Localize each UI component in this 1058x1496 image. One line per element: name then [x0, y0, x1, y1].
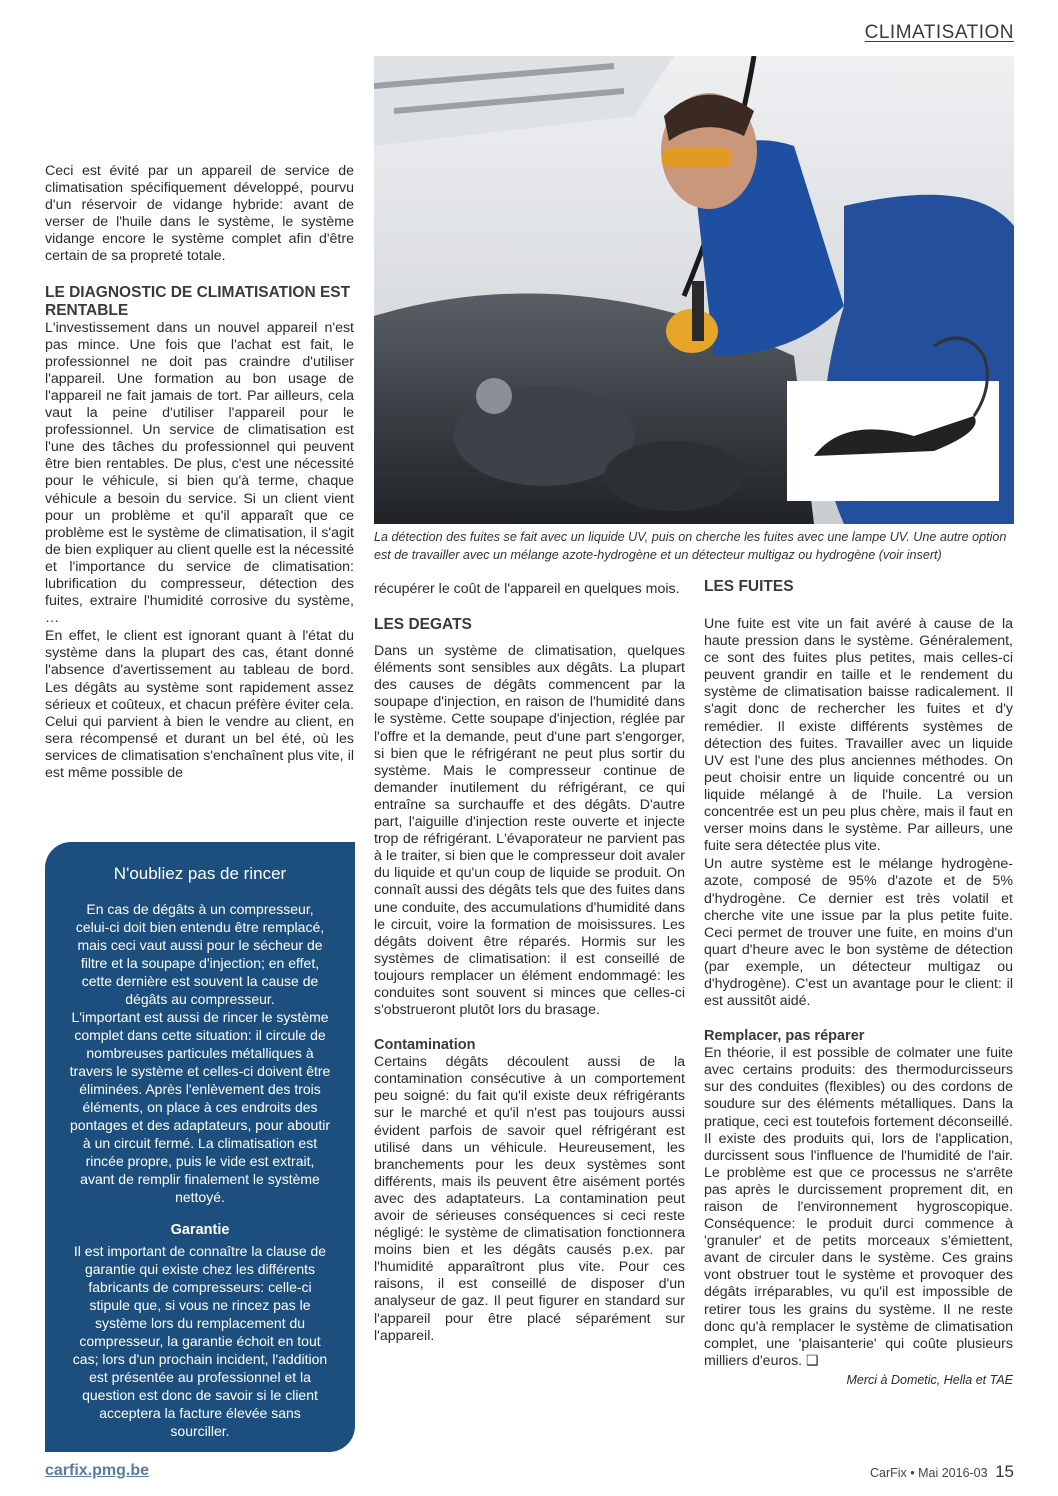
paragraph: L'investissement dans un nouvel appareil n'est pas mince. Une fois que l'achat est fait, le professionnel ne doit pas craindre d'utiliser l'appareil. Une formation au bon usage de l'appareil ne fait jamais de tort. Par ailleurs, cela vaut la peine d'utiliser l'appareil pour le professionnel. Un service de climatisation est l'une des tâches du professionnel qui peuvent être bien rentables. De plus, c'est une nécessité pour le véhicule, si bien qu'à terme, chaque véhicule a besoin du service. Si un client vient pour un problème et qu'il apparaît que ce problème est le système de climatisation, il s'agit de bien expliquer au client quelle est la nécessité et l'importance du service de climatisation: lubrification du compresseur, détection des fuites, extraire l'humidité corrosive du système, …: [45, 319, 354, 627]
box-paragraph: Il est important de connaître la clause de garantie qui existe chez les différents fabricants de compresseurs: celle-ci stipule que, si vous ne rincez pas le système lors du remplacement du compresseur, la garantie échoit en tout cas; lors d'un prochain incident, l'addition est présentée au professionnel et la question est donc de savoir si le client acceptera la facture élevée sans sourciller.: [72, 1243, 328, 1439]
page-footer: [870, 1462, 1014, 1482]
paragraph: récupérer le coût de l'appareil en quelques mois.: [374, 581, 680, 597]
paragraph: En effet, le client est ignorant quant à l'état du système dans la plupart des cas, étant donné l'absence d'avertissement au tableau de bord. Les dégâts au système sont rapidement assez sérieux et coûteux, et chacun préfère éviter cela. Celui qui parvient à bien le vendre au client, en sera récompensé et durant un bel été, où les services de climatisation s'enchaînent plus vite, il est même possible de: [45, 628, 354, 781]
subheading: Remplacer, pas réparer: [704, 1028, 865, 1045]
page-number: 15: [995, 1462, 1014, 1481]
section-heading: LES FUITES: [704, 578, 794, 595]
box-title: N'oubliez pas de rincer: [113, 864, 287, 883]
paragraph: Un autre système est le mélange hydrogène-azote, composé de 95% d'azote et de 5% d'hydrogène. Ce dernier est très volatil et cherche vite une issue par la plus petite fuite. Ceci permet de trouver une fuite, en moins d'un quart d'heure avec le bon système de détection (par exemple, un détecteur multigaz ou d'hydrogène). C'est un avantage pour le client: il est aussitôt aidé.: [704, 856, 1013, 1010]
box-paragraph: En cas de dégâts à un compresseur, celui-ci doit bien entendu être remplacé, mais ceci vaut aussi pour le sécheur de filtre et la soupape d'injection; en effet, cette dernière est souvent la cause de dégâts au compresseur.: [75, 901, 325, 1007]
sidebar-box: [45, 842, 355, 1452]
article-photo: [374, 56, 1014, 524]
paragraph: Certains dégâts découlent aussi de la contamination consécutive à un comportement peu soigné: du fait qu'il existe deux réfrigérants sur le marché et qu'il n'est pas toujours aussi évident parfois de savoir quel réfrigérant est utilisé dans un véhicule. Heureusement, les branchements pour les deux systèmes sont différents, mais ils peuvent être aisément portés avec des adaptateurs. La contamination peut avoir de sérieuses conséquences si ceci reste négligé: le système de climatisation fonctionnera moins bien et les dégâts causés p.ex. par l'humidité apparaîtront plus vite. Pour ces raisons, il est conseillé de disposer d'un analyseur de gaz. Il peut figurer en standard sur l'appareil pour être placé séparément sur l'appareil.: [374, 1054, 685, 1344]
issue-info: CarFix • Mai 2016-03: [869, 1466, 988, 1480]
website-link[interactable]: carfix.pmg.be: [45, 1462, 150, 1479]
box-subheading: Garantie: [170, 1222, 230, 1238]
box-paragraph: L'important est aussi de rincer le système complet dans cette situation: il circule de nombreuses particules métalliques à travers le système et celles-ci doivent être éliminées. Après l'enlèvement des trois éléments, on place à ces endroits des pontages et des adaptateurs, pour aboutir à un circuit fermé. La climatisation est rincée propre, puis le vide est extrait, avant de remplir finalement le système nettoyé.: [69, 1009, 331, 1205]
paragraph: Dans un système de climatisation, quelques éléments sont sensibles aux dégâts. La plupart des causes de dégâts commencent par la soupape d'injection, en raison de l'humidité dans le système. Cette soupape d'injection, réglée par l'offre et la demande, peut d'une part s'engorger, si bien que le réfrigérant ne peut plus sortir du système. Mais le compresseur continue de demander inutilement du réfrigérant, ce qui entraîne sa surchauffe et des dégâts. D'autre part, l'aiguille d'injection reste ouverte et injecte trop de réfrigérant. L'évaporateur ne parvient pas à le traiter, si bien que le compresseur doit avaler du liquide et qu'un coup de liquide se produit. On connaît aussi des dégâts tels que des fuites dans une conduite, des accumulations d'humidité dans le circuit, voire la formation de moisissures. Les dégâts doivent être réparés. Hormis sur les systèmes de climatisation: il est conseillé de toujours remplacer un élément endommagé: les conduites sont souvent si minces que celles-ci s'obstrueront plutôt lors du brasage.: [374, 643, 685, 1019]
paragraph: Ceci est évité par un appareil de service de climatisation spécifiquement développé, pourvu d'un réservoir de vidange hybride: avant de verser de l'huile dans le système, le système vidange encore le système complet afin d'être certain de sa propreté totale.: [45, 163, 354, 265]
credits: Merci à Dometic, Hella et TAE: [846, 1372, 1013, 1387]
photo-caption: La détection des fuites se fait avec un liquide UV, puis on cherche les fuites avec une lampe UV. Une autre option est de travailler avec un mélange azote-hydrogène et un détecteur multigaz ou hydrogène (voir insert): [374, 530, 1007, 562]
section-title: CLIMATISATION: [864, 22, 1014, 43]
column-2: [374, 581, 685, 1346]
paragraph: Une fuite est vite un fait avéré à cause de la haute pression dans le système. Généralement, ce sont des fuites plus petites, mais celles-ci peuvent grandir en taille et le rendement du système de climatisation baisse radicalement. Il s'agit donc de rechercher les fuites et d'y remédier. Il existe différents systèmes de détection des fuites. Travailler avec un liquide UV est l'une des plus anciennes méthodes. On peut choisir entre un liquide concentré ou un liquide mélangé à de l'huile. La version concentrée est un peu plus chère, mais il faut en verser moins dans le système. Par ailleurs, une fuite sera détectée plus vite.: [704, 616, 1013, 855]
column-3: [704, 578, 1013, 1389]
subheading: Contamination: [374, 1037, 476, 1054]
section-heading: LES DEGATS: [374, 616, 472, 634]
section-heading: LE DIAGNOSTIC DE CLIMATISATION EST RENTABLE: [45, 283, 351, 319]
column-1: [45, 163, 354, 783]
paragraph: En théorie, il est possible de colmater une fuite avec certains produits: des thermodurcisseurs sur des conduites (flexibles) ou des cordons de soudure sur des éléments métalliques. Dans la pratique, ceci est toutefois fortement déconseillé. Il existe des produits qui, lors de l'application, durcissent sous l'influence de l'humidité de l'air. Le problème est que ce processus ne s'arrête pas après le durcissement proprement dit, en raison de l'environnement hygroscopique. Conséquence: le produit durci commence à 'granuler' et de petits morceaux s'émiettent, avant de circuler dans le système. Ces grains vont obstruer tout le système et provoquer des dégâts irréparables, vu qu'il est impossible de retirer tous les grains du système. Il ne reste donc qu'à remplacer le système de climatisation complet, une 'plaisanterie' qui coûte plusieurs milliers d'euros. ❑: [704, 1045, 1013, 1369]
